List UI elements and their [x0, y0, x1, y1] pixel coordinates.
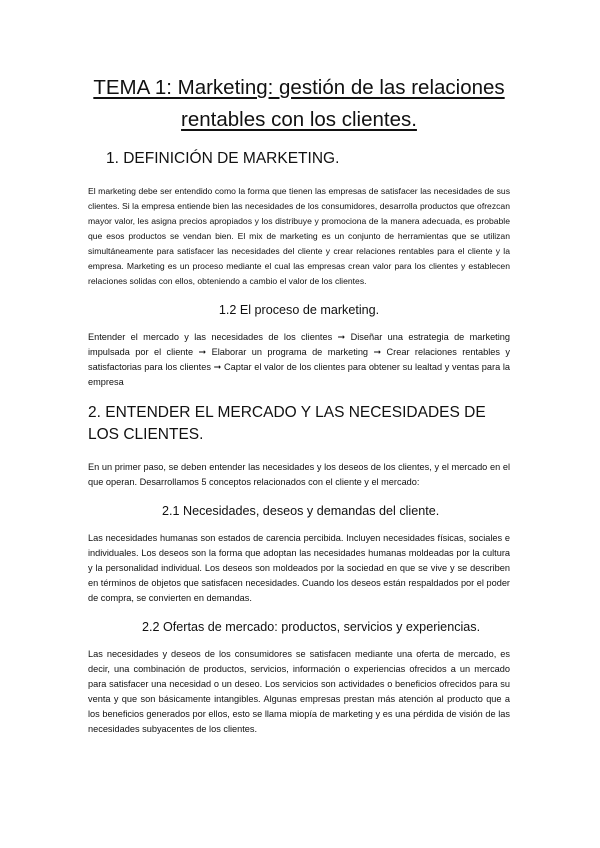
- section-heading-definicion: 1. DEFINICIÓN DE MARKETING.: [106, 150, 340, 167]
- page-title: TEMA 1: Marketing: gestión de las relaciones rentables con los clientes.: [93, 76, 505, 131]
- section-paragraph-proceso: Entender el mercado y las necesidades de los clientes ➞ Diseñar una estrategia de marketing impulsada por el cliente ➞ Elaborar un programa de marketing ➞ Crear relaciones rentables y satisfactorias para los clientes ➞ Captar el valor de los clientes para obtener su lealtad y ventas para la empresa: [88, 332, 510, 387]
- section-heading-ofertas: 2.2 Ofertas de mercado: productos, servicios y experiencias.: [142, 620, 481, 634]
- section-paragraph-definicion: El marketing debe ser entendido como la forma que tienen las empresas de satisfacer las necesidades de sus clientes. Si la empresa entiende bien las necesidades de los consumidores, desarrolla productos que ofrezcan mayor valor, les asigna precios apropiados y los distribuye y promociona de la manera adecuada, es probable que esos productos se vendan bien. El mix de marketing es un conjunto de herramientas que se utilizan simultáneamente para satisfacer las necesidades del cliente y crear relaciones rentables para el cliente y la empresa. Marketing es un proceso mediante el cual las empresas crean valor para los clientes y establecen relaciones solidas con ellos, obteniendo a cambio el valor de los clientes.: [88, 186, 510, 286]
- section-heading-entender: 2. ENTENDER EL MERCADO Y LAS NECESIDADES DE LOS CLIENTES.: [88, 404, 486, 443]
- section-paragraph-ofertas: Las necesidades y deseos de los consumidores se satisfacen mediante una oferta de mercado, es decir, una combinación de productos, servicios, información o experiencias ofrecidos a un mercado para satisfacer una necesidad o un deseo. Los servicios son actividades o beneficios ofrecidos para su venta y que son básicamente intangibles. Algunas empresas prestan más atención al producto que a los beneficios generados por ellos, esto se llama miopía de marketing y es una pérdida de visión de las necesidades subyacentes de los clientes.: [88, 649, 510, 734]
- section-heading-proceso: 1.2 El proceso de marketing.: [218, 303, 380, 317]
- section-paragraph-entender: En un primer paso, se deben entender las necesidades y los deseos de los clientes, y el mercado en el que operan. Desarrollamos 5 conceptos relacionados con el cliente y el mercado:: [88, 462, 510, 487]
- section-heading-necesidades: 2.1 Necesidades, deseos y demandas del cliente.: [162, 504, 440, 518]
- section-paragraph-necesidades: Las necesidades humanas son estados de carencia percibida. Incluyen necesidades físicas, sociales e individuales. Los deseos son la forma que adoptan las necesidades humanas moldeadas por la cultura y la personalidad individual. Los deseos son moldeados por la sociedad en que se vive y se describen en términos de objetos que satisfacen necesidades. Cuando los deseos están respaldados por el poder de compra, se convierten en demandas.: [88, 533, 510, 603]
